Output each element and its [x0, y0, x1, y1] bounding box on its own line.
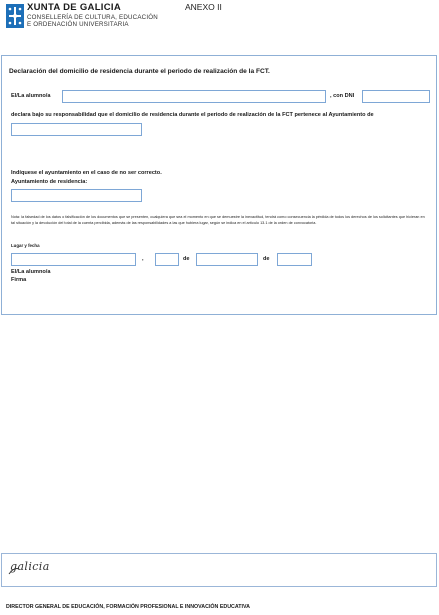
annex-title: ANEXO II [185, 2, 222, 12]
residence-municipality-input[interactable] [11, 189, 142, 202]
xunta-logo-title: XUNTA DE GALICIA [27, 2, 121, 13]
declaration-text: declara bajo su responsabilidad que el domicilio de residencia durante el periodo de realización de la FCT pertenece al Ayuntamiento de [11, 112, 374, 118]
student-name-input[interactable] [62, 90, 326, 103]
galicia-logo: galicia [10, 560, 50, 573]
dni-label: , con DNI [330, 93, 355, 99]
signature-label: Firma [11, 277, 27, 283]
comma-separator: , [142, 256, 144, 262]
declaration-heading: Declaración del domicilio de residencia durante el periodo de realización de la FCT. [9, 68, 270, 75]
legal-note-text: Nota: la falsedad de los datos o falsificación de los documentos que se presenten, cualquiera que sea el momento en que se demuestre la inexactitud, tendrá como consecuencia la pérdida de todos los derechos de los solicitantes que hicieran en tal situación y la devolución del total de la cuenta percibida, además de las responsabilidades a las que hubiera lugar, según se indica en el artículo 13.1 de la orden de convocatoria. [11, 215, 425, 226]
month-input[interactable] [196, 253, 258, 266]
residence-municipality-label: Ayuntamiento de residencia: [11, 179, 88, 185]
de-label-2: de [263, 256, 270, 262]
footer-directorate-text: DIRECTOR GENERAL DE EDUCACIÓN, FORMACIÓN PROFESIONAL E INNOVACIÓN EDUCATIVA [6, 604, 250, 610]
xunta-logo-subtitle-1: CONSELLERÍA DE CULTURA, EDUCACIÓN [27, 14, 158, 21]
de-label-1: de [183, 256, 190, 262]
municipality-input[interactable] [11, 123, 142, 136]
xunta-logo-subtitle-2: E ORDENACIÓN UNIVERSITARIA [27, 21, 129, 28]
footer-frame [1, 553, 437, 587]
indicate-municipality-text: Indíquese el ayuntamiento en el caso de no ser correcto. [11, 170, 162, 176]
dni-input[interactable] [362, 90, 430, 103]
xunta-logo-icon [6, 4, 24, 28]
year-input[interactable] [277, 253, 312, 266]
place-date-label: Lugar y fecha [11, 243, 40, 248]
place-input[interactable] [11, 253, 136, 266]
student-label: El/La alumno/a [11, 93, 51, 99]
xunta-emblem-icon [6, 4, 24, 28]
signer-label: El/La alumno/a [11, 269, 51, 275]
day-input[interactable] [155, 253, 179, 266]
